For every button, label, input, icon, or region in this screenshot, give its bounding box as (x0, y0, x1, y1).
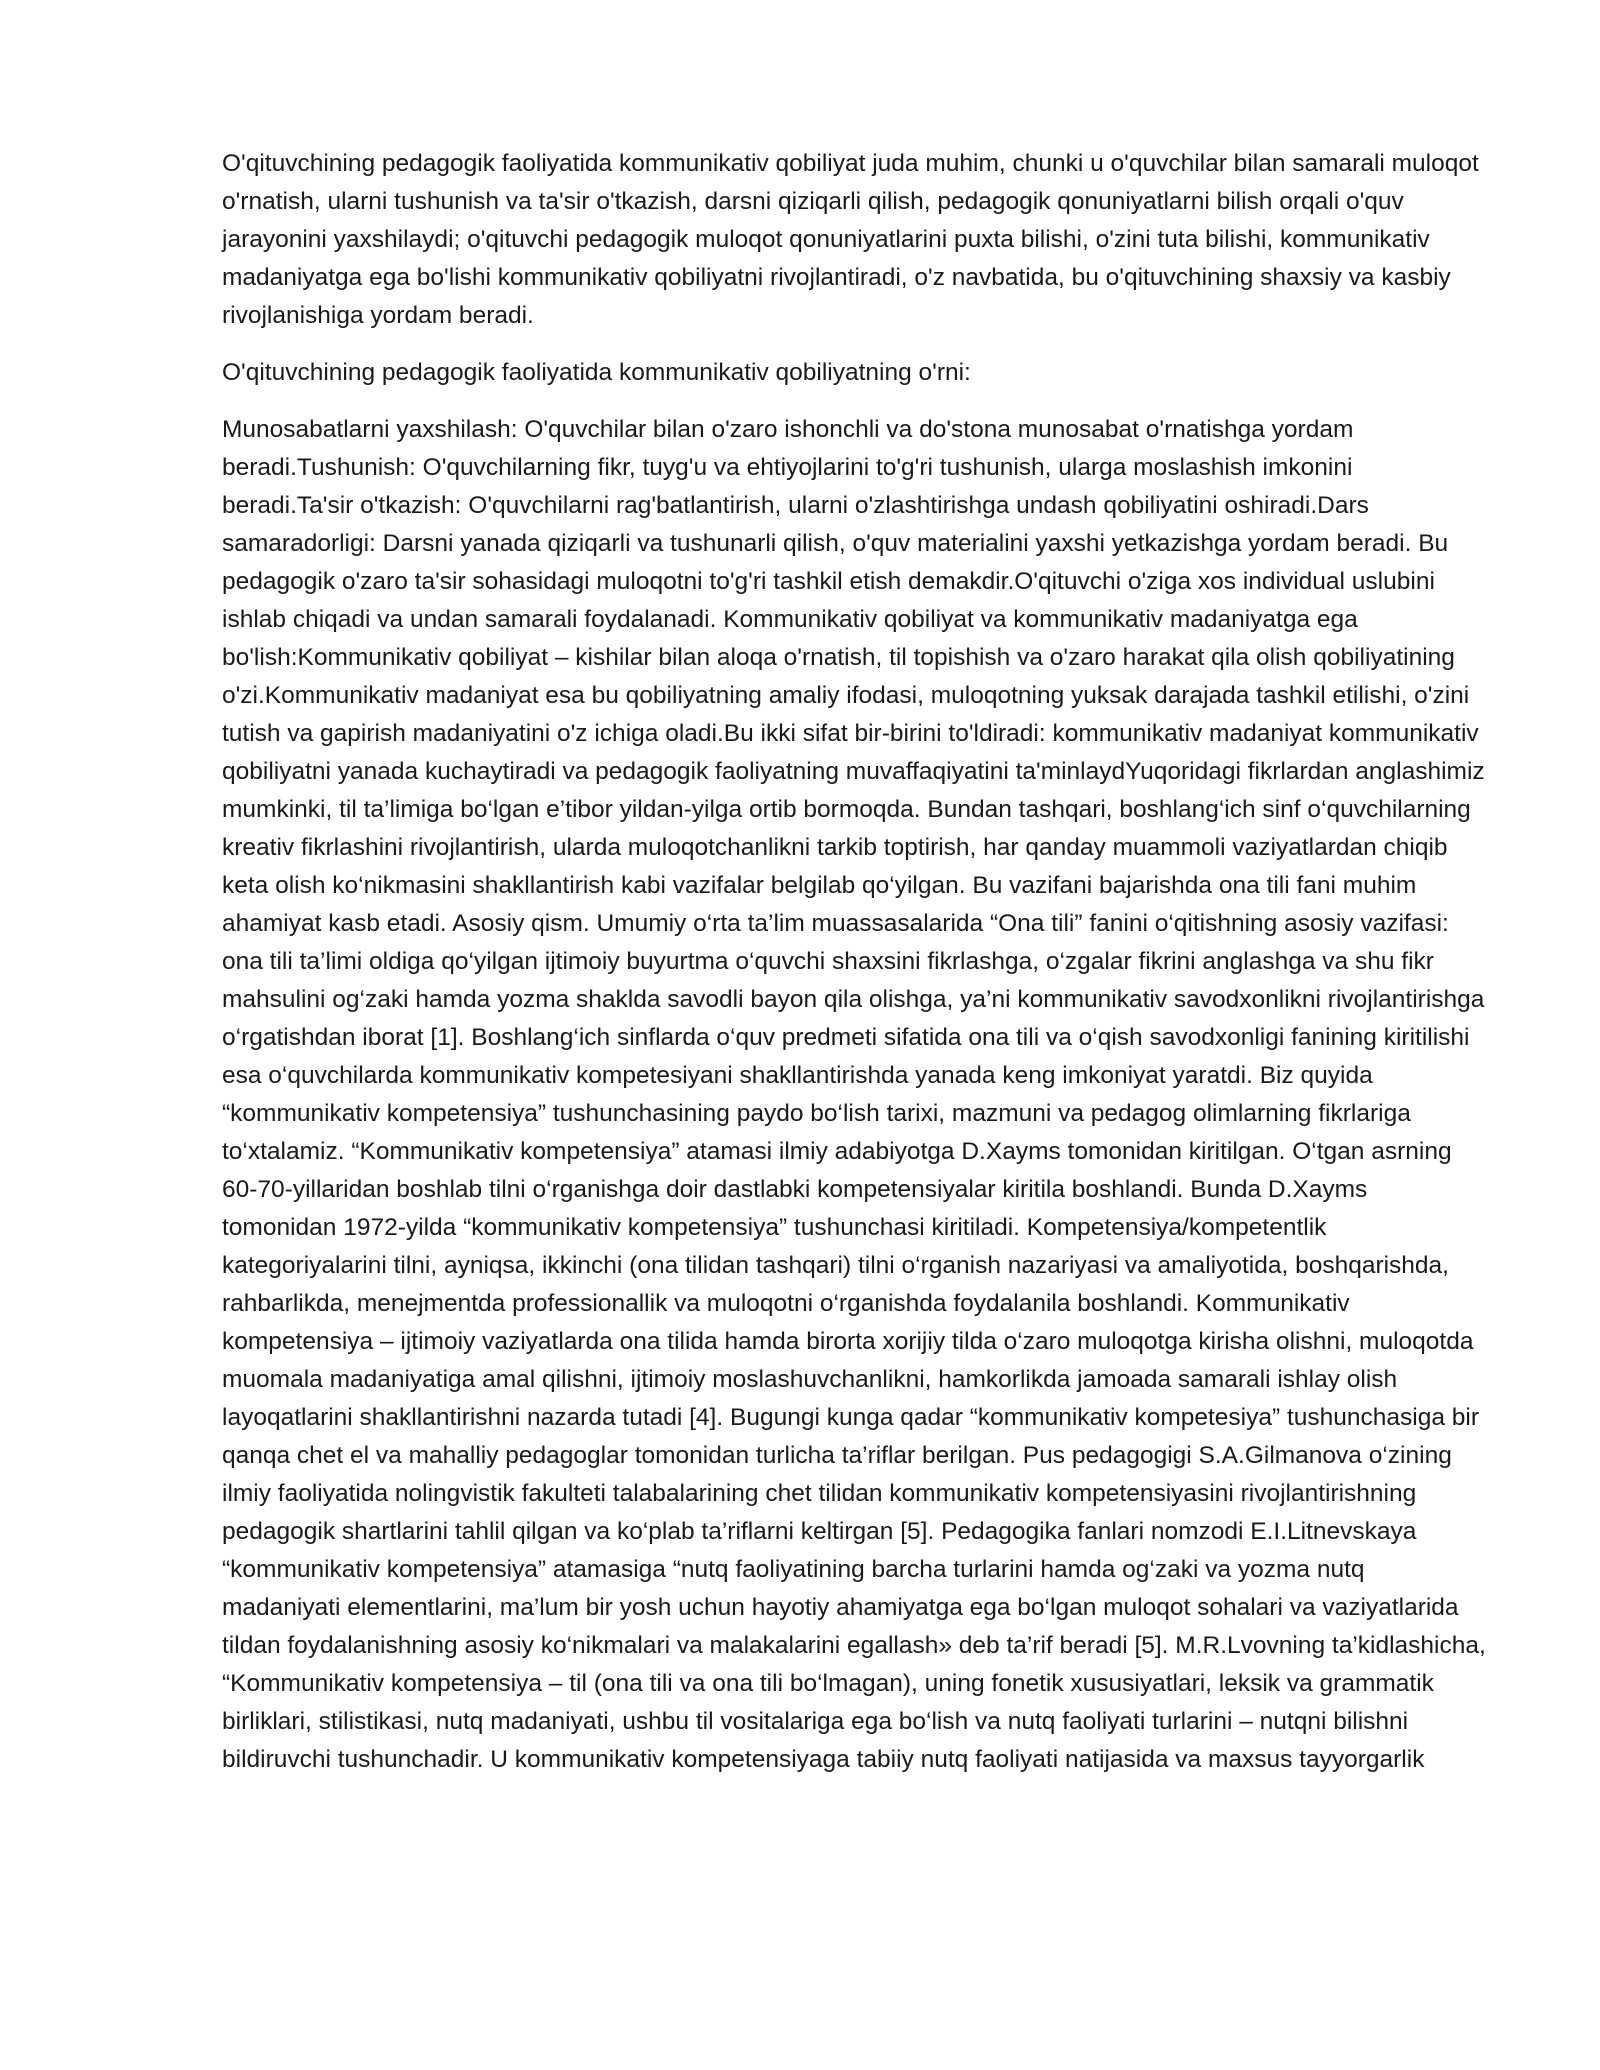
paragraph-body: Munosabatlarni yaxshilash: O'quvchilar bilan o'zaro ishonchli va do'stona munosabat o'rnatishga yordam beradi.Tushunish: O'quvchilarning fikr, tuyg'u va ehtiyojlarini to'g'ri tushunish, ularga moslashish imkonini beradi.Ta'sir o'tkazish: O'quvchilarni rag'batlantirish, ularni o'zlashtirishga undash qobiliyatini oshiradi.Dars samaradorligi: Darsni yanada qiziqarli va tushunarli qilish, o'quv materialini yaxshi yetkazishga yordam beradi. Bu pedagogik o'zaro ta'sir sohasidagi muloqotni to'g'ri tashkil etish demakdir.O'qituvchi o'ziga xos individual uslubini ishlab chiqadi va undan samarali foydalanadi. Kommunikativ qobiliyat va kommunikativ madaniyatga ega bo'lish:Kommunikativ qobiliyat – kishilar bilan aloqa o'rnatish, til topishish va o'zaro harakat qila olish qobiliyatining o'zi.Kommunikativ madaniyat esa bu qobiliyatning amaliy ifodasi, muloqotning yuksak darajada tashkil etilishi, o'zini tutish va gapirish madaniyatini o'z ichiga oladi.Bu ikki sifat bir-birini to'ldiradi: kommunikativ madaniyat kommunikativ qobiliyatni yanada kuchaytiradi va pedagogik faoliyatning muvaffaqiyatini ta'minlaydYuqoridagi fikrlardan anglashimiz mumkinki, til ta’limiga bo‘lgan e’tibor yildan-yilga ortib bormoqda. Bundan tashqari, boshlang‘ich sinf o‘quvchilarning kreativ fikrlashini rivojlantirish, ularda muloqotchanlikni tarkib toptirish, har qanday muammoli vaziyatlardan chiqib keta olish ko‘nikmasini shakllantirish kabi vazifalar belgilab qo‘yilgan. Bu vazifani bajarishda ona tili fani muhim ahamiyat kasb etadi. Asosiy qism. Umumiy o‘rta ta’lim muassasalarida “Ona tili” fanini o‘qitishning asosiy vazifasi: ona tili ta’limi oldiga qo‘yilgan ijtimoiy buyurtma o‘quvchi shaxsini fikrlashga, o‘zgalar fikrini anglashga va shu fikr mahsulini og‘zaki hamda yozma shaklda savodli bayon qila olishga, ya’ni kommunikativ savodxonlikni rivojlantirishga o‘rgatishdan iborat [1]. Boshlang‘ich sinflarda o‘quv predmeti sifatida ona tili va o‘qish savodxonligi fanining kiritilishi esa o‘quvchilarda kommunikativ kompetesiyani shakllantirishda yanada keng imkoniyat yaratdi. Biz quyida “kommunikativ kompetensiya” tushunchasining paydo bo‘lish tarixi, mazmuni va pedagog olimlarning fikrlariga to‘xtalamiz. “Kommunikativ kompetensiya” atamasi ilmiy adabiyotga D.Xayms tomonidan kiritilgan. O‘tgan asrning 60-70-yillaridan boshlab tilni o‘rganishga doir dastlabki kompetensiyalar kiritila boshlandi. Bunda D.Xayms tomonidan 1972-yilda “kommunikativ kompetensiya” tushunchasi kiritiladi. Kompetensiya/kompetentlik kategoriyalarini tilni, ayniqsa, ikkinchi (ona tilidan tashqari) tilni o‘rganish nazariyasi va amaliyotida, boshqarishda, rahbarlikda, menejmentda professionallik va muloqotni o‘rganishda foydalanila boshlandi. Kommunikativ kompetensiya – ijtimoiy vaziyatlarda ona tilida hamda birorta xorijiy tilda o‘zaro muloqotga kirisha olishni, muloqotda muomala madaniyatiga amal qilishni, ijtimoiy moslashuvchanlikni, hamkorlikda jamoada samarali ishlay olish layoqatlarini shakllantirishni nazarda tutadi [4]. Bugungi kunga qadar “kommunikativ kompetesiya” tushunchasiga bir qanqa chet el va mahalliy pedagoglar tomonidan turlicha ta’riflar berilgan. Pus pedagogigi S.A.Gilmanova o‘zining ilmiy faoliyatida nolingvistik fakulteti talabalarining chet tilidan kommunikativ kompetensiyasini rivojlantirishning pedagogik shartlarini tahlil qilgan va ko‘plab ta’riflarni keltirgan [5]. Pedagogika fanlari nomzodi E.I.Litnevskaya “kommunikativ kompetensiya” atamasiga “nutq faoliyatining barcha turlarini hamda og‘zaki va yozma nutq madaniyati elementlarini, ma’lum bir yosh uchun hayotiy ahamiyatga ega bo‘lgan muloqot sohalari va vaziyatlarida tildan foydalanishning asosiy ko‘nikmalari va malakalarini egallash» deb ta’rif beradi [5]. M.R.Lvovning ta’kidlashicha, “Kommunikativ kompetensiya – til (ona tili va ona tili bo‘lmagan), uning fonetik xususiyatlari, leksik va grammatik birliklari, stilistikasi, nutq madaniyati, ushbu til vositalariga ega bo‘lish va nutq faoliyati turlarini – nutqni bilishni bildiruvchi tushunchadir. U kommunikativ kompetensiyaga tabiiy nutq faoliyati natijasida va maxsus tayyorgarlik (222, 416, 1486, 1773)
paragraph-heading: O'qituvchining pedagogik faoliyatida kommunikativ qobiliyatning o'rni: (222, 359, 971, 386)
document-page (222, 145, 1488, 1798)
paragraph-intro: O'qituvchining pedagogik faoliyatida kommunikativ qobiliyat juda muhim, chunki u o'quvchilar bilan samarali muloqot o'rnatish, ularni tushunish va ta'sir o'tkazish, darsni qiziqarli qilish, pedagogik qonuniyatlarni bilish orqali o'quv jarayonini yaxshilaydi; o'qituvchi pedagogik muloqot qonuniyatlarini puxta bilishi, o'zini tuta bilishi, kommunikativ madaniyatga ega bo'lishi kommunikativ qobiliyatni rivojlantiradi, o'z navbatida, bu o'qituvchining shaxsiy va kasbiy rivojlanishiga yordam beradi. (222, 150, 1479, 329)
